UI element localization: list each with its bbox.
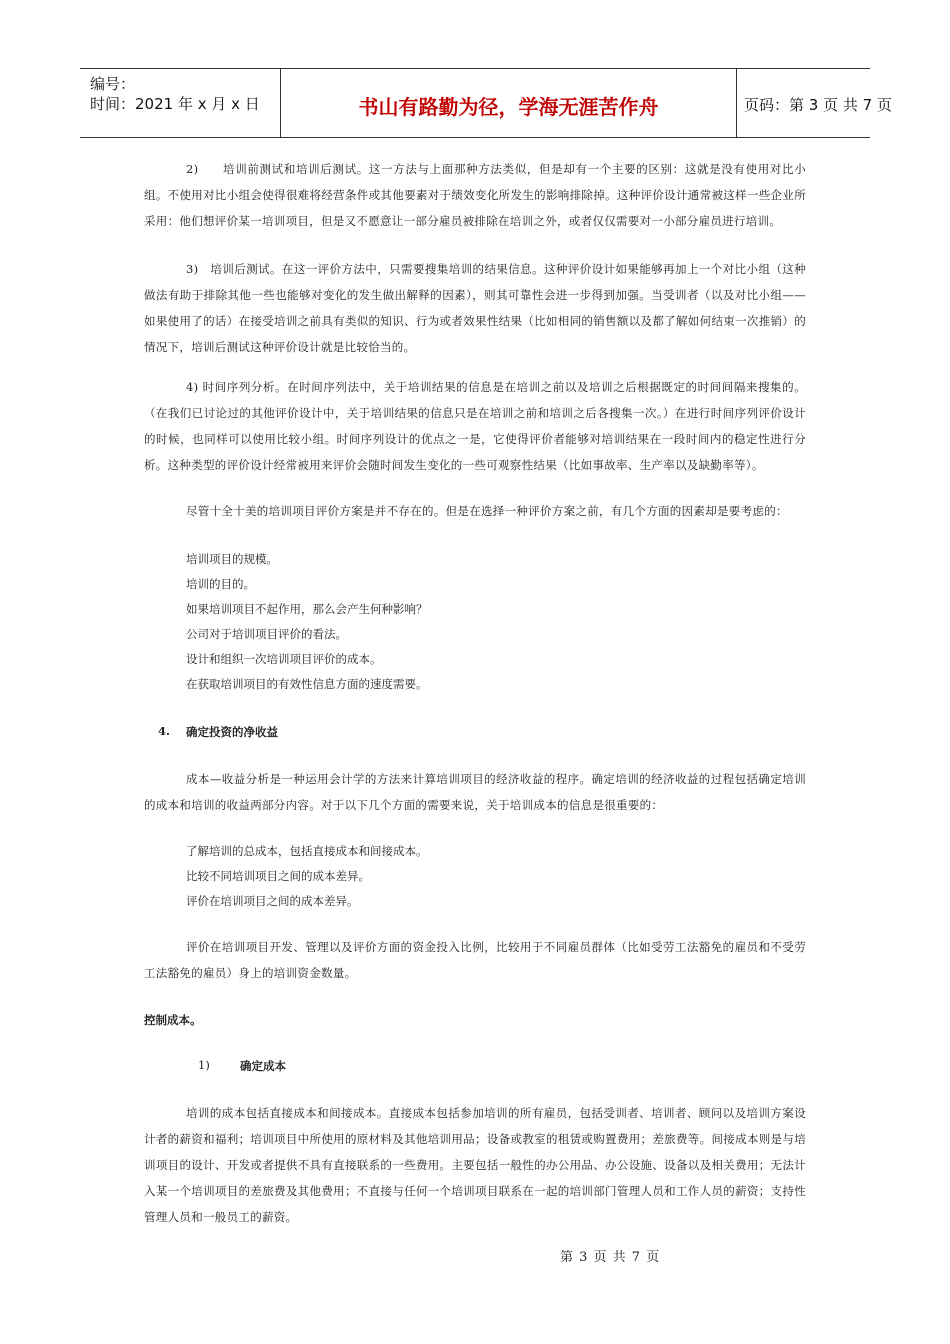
control-cost-heading: 控制成本。	[144, 1013, 202, 1027]
list-item: 培训的目的。	[186, 577, 255, 591]
header-motto: 书山有路勤为径，学海无涯苦作舟	[358, 95, 659, 119]
paragraph-costs: 培训的成本包括直接成本和间接成本。直接成本包括参加培训的所有雇员，包括受训者、培训者、顾问以及培训方案设计者的薪资和福利；培训项目中所使用的原材料及其他培训用品；设备或教室的租赁或购置费用；差旅费等。间接成本则是与培训项目的设计、开发或者提供不具有直接联系的一些费用。主要包括一般性的办公用品、办公设施、设备以及相关费用；无法计入某一个培训项目的差旅费及其他费用；不直接与任何一个培训项目联系在一起的培训部门管理人员和工作人员的薪资；支持性管理人员和一般员工的薪资。	[144, 1106, 806, 1224]
paragraph-pre-post-test: 2) 培训前测试和培训后测试。这一方法与上面那种方法类似，但是却有一个主要的区别：这就是没有使用对比小组。不使用对比小组会使得很难将经营条件或其他要素对于绩效变化所发生的影响排除掉。这种评价设计通常被这样一些企业所采用：他们想评价某一培训项目，但是又不愿意让一部分雇员被排除在培训之外，或者仅仅需要对一小部分雇员进行培训。	[144, 162, 806, 228]
list-item: 公司对于培训项目评价的看法。	[186, 627, 347, 641]
list-item: 如果培训项目不起作用，那么会产生何种影响？	[186, 602, 428, 616]
list-item: 培训项目的规模。	[186, 552, 278, 566]
subsection-title: 确定成本	[240, 1059, 286, 1073]
subsection-number: 1)	[198, 1058, 210, 1072]
paragraph-factors-intro: 尽管十全十美的培训项目评价方案是并不存在的。但是在选择一种评价方案之前，有几个方面的因素却是要考虑的：	[186, 504, 788, 518]
list-item: 在获取培训项目的有效性信息方面的速度需要。	[186, 677, 428, 691]
page-header	[80, 68, 892, 138]
header-page-cell	[736, 69, 892, 137]
page-footer: 第 3 页 共 7 页	[560, 1250, 661, 1265]
paragraph-post-test: 3) 培训后测试。在这一评价方法中，只需要搜集培训的结果信息。这种评价设计如果能够再加上一个对比小组（这种做法有助于排除其他一些也能够对变化的发生做出解释的因素），则其可靠性会进一步得到加强。当受训者（以及对比小组——如果使用了的话）在接受培训之前具有类似的知识、行为或者效果性结果（比如相同的销售额以及都了解如何结束一次推销）的情况下，培训后测试这种评价设计就是比较恰当的。	[144, 262, 806, 354]
header-motto-cell	[280, 69, 737, 137]
section-number: 4.	[158, 724, 171, 738]
document-number-label: 编号：	[90, 75, 136, 93]
header-page-number: 页码：第 3 页 共 7 页	[744, 96, 892, 114]
list-item: 了解培训的总成本，包括直接成本和间接成本。	[186, 844, 428, 858]
paragraph-time-series: 4) 时间序列分析。在时间序列法中，关于培训结果的信息是在培训之前以及培训之后根据既定的时间间隔来搜集的。（在我们已讨论过的其他评价设计中，关于培训结果的信息只是在培训之前和培训之后各搜集一次。）在进行时间序列评价设计的时候，也同样可以使用比较小组。时间序列设计的优点之一是，它使得评价者能够对培训结果在一段时间内的稳定性进行分析。这种类型的评价设计经常被用来评价会随时间发生变化的一些可观察性结果（比如事故率、生产率以及缺勤率等）。	[144, 380, 806, 472]
list-item: 比较不同培训项目之间的成本差异。	[186, 869, 370, 883]
paragraph-cost-benefit: 成本—收益分析是一种运用会计学的方法来计算培训项目的经济收益的程序。确定培训的经济收益的过程包括确定培训的成本和培训的收益两部分内容。对于以下几个方面的需要来说，关于培训成本的信息是很重要的：	[144, 772, 806, 812]
list-item: 评价在培训项目之间的成本差异。	[186, 894, 359, 908]
document-date: 时间：2021 年 x 月 x 日	[90, 95, 260, 113]
list-item: 设计和组织一次培训项目评价的成本。	[186, 652, 382, 666]
paragraph-evaluate-investment: 评价在培训项目开发、管理以及评价方面的资金投入比例，比较用于不同雇员群体（比如受劳工法豁免的雇员和不受劳工法豁免的雇员）身上的培训资金数量。	[144, 940, 806, 980]
section-title: 确定投资的净收益	[186, 725, 278, 739]
header-meta	[80, 69, 280, 137]
